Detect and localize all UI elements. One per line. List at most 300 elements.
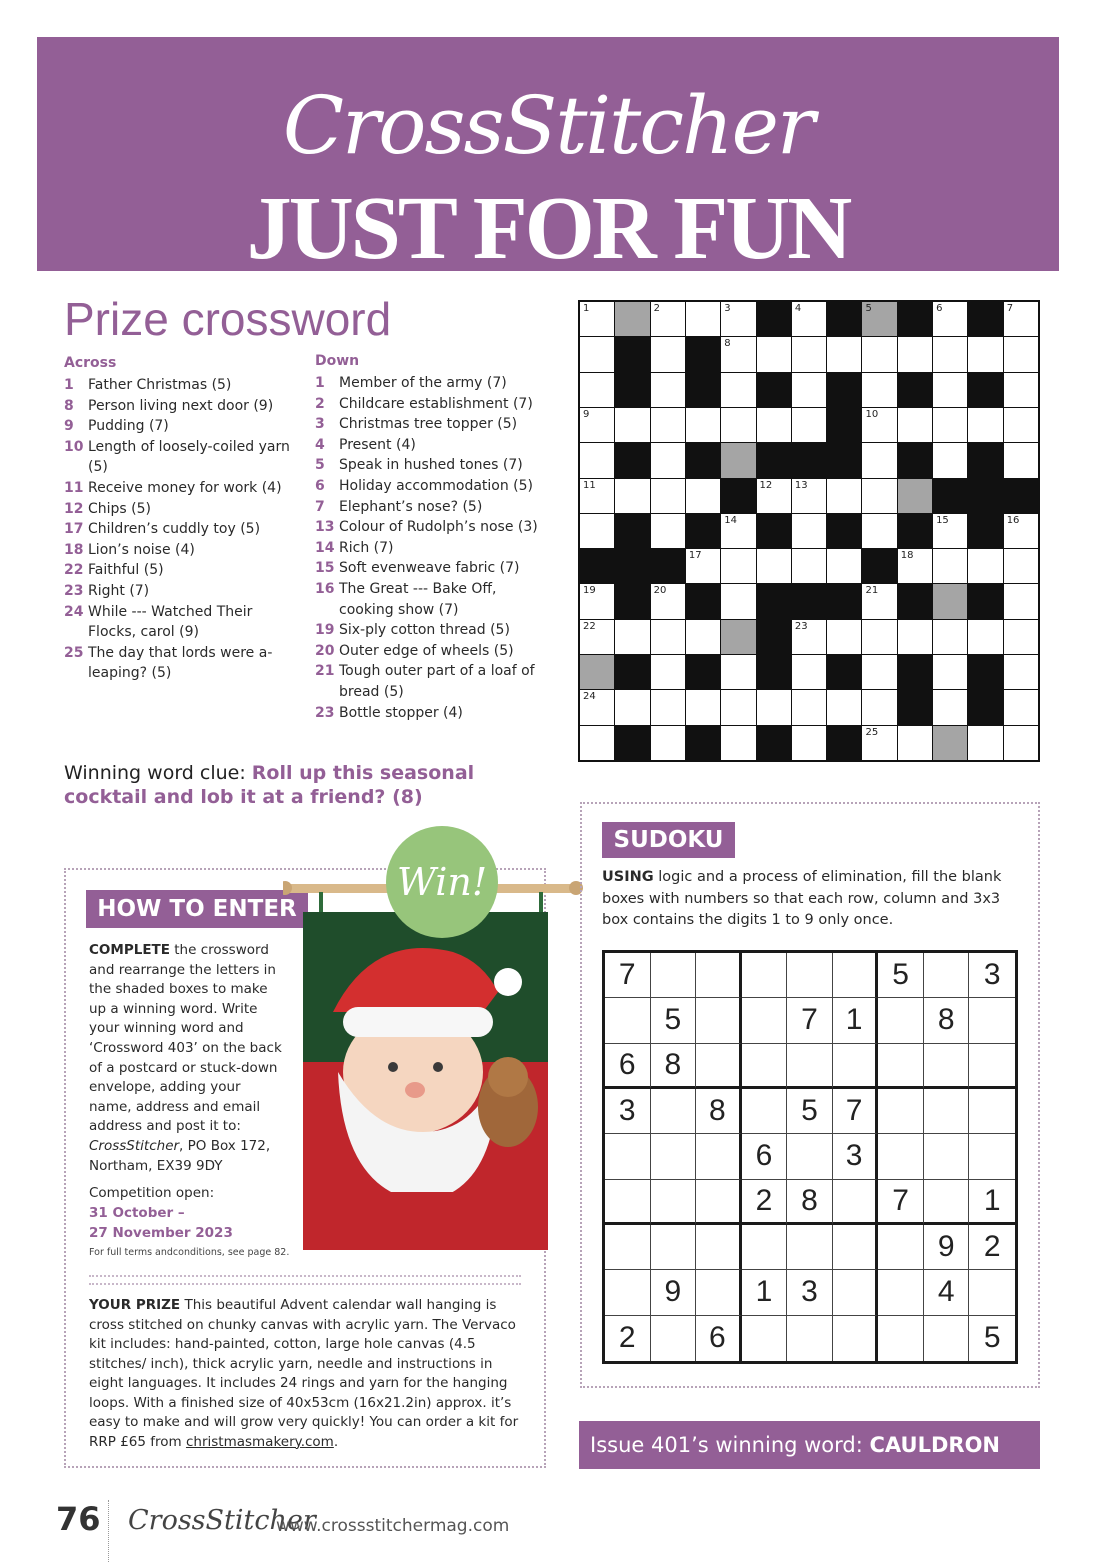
clue-text: Holiday accommodation (5) (339, 477, 534, 494)
crossword-cell[interactable] (757, 690, 791, 724)
terms-note: For full terms andconditions, see page 82. (89, 1247, 290, 1258)
crossword-cell[interactable] (651, 302, 685, 336)
sudoku-given: 3 (833, 1134, 879, 1179)
sudoku-blank[interactable] (924, 953, 970, 998)
crossword-cell[interactable] (792, 514, 826, 548)
crossword-cell[interactable] (792, 690, 826, 724)
clue-number: 20 (315, 642, 335, 659)
crossword-cell[interactable] (580, 479, 614, 513)
crossword-cell[interactable] (827, 620, 861, 654)
crossword-cell[interactable] (968, 337, 1002, 371)
clue-number: 10 (64, 438, 84, 455)
crossword-cell[interactable] (933, 655, 967, 689)
sudoku-given: 7 (878, 1180, 924, 1225)
crossword-cell[interactable] (721, 584, 755, 618)
down-clue (315, 620, 540, 641)
competition-label: Competition open: (89, 1185, 215, 1201)
brand-logo: CrossStitcher (282, 79, 814, 172)
sudoku-blank[interactable] (605, 998, 651, 1043)
footer-url[interactable]: www.crossstitchermag.com (276, 1516, 510, 1536)
sudoku-blank[interactable] (833, 1270, 879, 1315)
sudoku-blank[interactable] (651, 953, 697, 998)
clue-text: While --- Watched Their Flocks, carol (9) (88, 603, 253, 641)
down-clue (315, 394, 540, 415)
crossword-block (827, 514, 861, 548)
sudoku-blank[interactable] (787, 1316, 833, 1361)
crossword-cell[interactable] (580, 443, 614, 477)
crossword-shaded-cell[interactable] (862, 302, 896, 336)
crossword-cell[interactable] (1004, 549, 1038, 583)
sudoku-blank[interactable] (696, 1180, 742, 1225)
crossword-block (827, 726, 861, 760)
crossword-block (968, 479, 1002, 513)
sudoku-blank[interactable] (651, 1134, 697, 1179)
crossword-cell[interactable] (862, 620, 896, 654)
sudoku-blank[interactable] (878, 1225, 924, 1270)
crossword-cell[interactable] (651, 443, 685, 477)
crossword-cell[interactable] (580, 302, 614, 336)
crossword-cell[interactable] (757, 549, 791, 583)
sudoku-blank[interactable] (787, 1134, 833, 1179)
sudoku-blank[interactable] (696, 1270, 742, 1315)
crossword-cell[interactable] (686, 620, 720, 654)
down-clue (315, 435, 540, 456)
sudoku-blank[interactable] (833, 1180, 879, 1225)
crossword-cell[interactable] (686, 549, 720, 583)
crossword-block (615, 443, 649, 477)
clue-number: 24 (64, 603, 84, 620)
crossword-block (686, 337, 720, 371)
sudoku-given: 8 (651, 1044, 697, 1089)
crossword-cell[interactable] (651, 373, 685, 407)
crossword-cell[interactable] (721, 514, 755, 548)
crossword-cell[interactable] (862, 726, 896, 760)
crossword-cell[interactable] (615, 408, 649, 442)
sudoku-blank[interactable] (605, 1134, 651, 1179)
crossword-cell[interactable] (686, 690, 720, 724)
across-clue (64, 560, 294, 581)
down-heading: Down (315, 353, 360, 369)
sudoku-blank[interactable] (924, 1044, 970, 1089)
clue-number: 25 (64, 644, 84, 661)
across-clue (64, 437, 294, 478)
clue-text: Soft evenweave fabric (7) (339, 560, 520, 577)
crossword-block (757, 514, 791, 548)
sudoku-given: 9 (924, 1225, 970, 1270)
crossword-cell[interactable] (862, 690, 896, 724)
crossword-block (898, 514, 932, 548)
crossword-cell[interactable] (898, 408, 932, 442)
cell-number: 11 (583, 479, 596, 491)
crossword-block (968, 302, 1002, 336)
crossword-cell[interactable] (1004, 726, 1038, 760)
clue-text: Elephant’s nose? (5) (339, 498, 483, 515)
clue-text: Faithful (5) (88, 562, 164, 579)
crossword-cell[interactable] (933, 690, 967, 724)
clue-number: 11 (64, 479, 84, 496)
sudoku-blank[interactable] (696, 1134, 742, 1179)
clue-text: Outer edge of wheels (5) (339, 642, 514, 659)
crossword-cell[interactable] (792, 620, 826, 654)
crossword-cell[interactable] (615, 479, 649, 513)
crossword-cell[interactable] (580, 408, 614, 442)
crossword-block (898, 584, 932, 618)
crossword-shaded-cell[interactable] (721, 620, 755, 654)
crossword-cell[interactable] (686, 408, 720, 442)
entry-address-name: CrossStitcher (89, 1137, 180, 1154)
sudoku-blank[interactable] (924, 1180, 970, 1225)
sudoku-blank[interactable] (651, 1180, 697, 1225)
cell-number: 8 (724, 338, 731, 350)
crossword-cell[interactable] (721, 408, 755, 442)
crossword-cell[interactable] (862, 373, 896, 407)
crossword-block (862, 549, 896, 583)
sudoku-blank[interactable] (924, 1089, 970, 1134)
crossword-cell[interactable] (721, 302, 755, 336)
crossword-block (686, 373, 720, 407)
sudoku-blank[interactable] (605, 1180, 651, 1225)
down-clues (315, 373, 540, 723)
winning-word-value: CAULDRON (869, 1433, 1000, 1457)
down-clue (315, 373, 540, 394)
crossword-block (757, 655, 791, 689)
crossword-cell[interactable] (827, 690, 861, 724)
cell-number: 18 (900, 550, 914, 562)
crossword-cell[interactable] (757, 337, 791, 371)
crossword-cell[interactable] (651, 514, 685, 548)
sudoku-blank[interactable] (787, 1225, 833, 1270)
crossword-cell[interactable] (651, 620, 685, 654)
sudoku-blank[interactable] (742, 998, 788, 1043)
cell-number: 12 (759, 479, 773, 491)
across-clue (64, 581, 294, 602)
sudoku-given: 1 (969, 1180, 1015, 1225)
sudoku-blank[interactable] (878, 1316, 924, 1361)
crossword-cell[interactable] (580, 337, 614, 371)
sudoku-blank[interactable] (969, 1089, 1015, 1134)
clue-text: Person living next door (9) (88, 397, 274, 414)
sudoku-given: 6 (605, 1044, 651, 1089)
sudoku-given: 1 (742, 1270, 788, 1315)
crossword-block (827, 373, 861, 407)
cell-number: 15 (936, 514, 949, 526)
crossword-block (827, 584, 861, 618)
crossword-block (968, 514, 1002, 548)
crossword-cell[interactable] (1004, 584, 1038, 618)
clue-number: 13 (315, 519, 335, 536)
crossword-cell[interactable] (792, 337, 826, 371)
sudoku-blank[interactable] (696, 953, 742, 998)
crossword-block (615, 549, 649, 583)
sudoku-blank[interactable] (878, 1270, 924, 1315)
sudoku-blank[interactable] (969, 1044, 1015, 1089)
sudoku-given: 7 (787, 998, 833, 1043)
crossword-cell[interactable] (721, 373, 755, 407)
crossword-cell[interactable] (827, 479, 861, 513)
crossword-cell[interactable] (898, 620, 932, 654)
crossword-block (933, 479, 967, 513)
crossword-cell[interactable] (792, 408, 826, 442)
section-title: JUST FOR FUN (246, 179, 850, 278)
crossword-block (968, 690, 1002, 724)
sudoku-given: 7 (605, 953, 651, 998)
sudoku-blank[interactable] (878, 998, 924, 1043)
across-clue (64, 602, 294, 643)
sudoku-blank[interactable] (833, 953, 879, 998)
crossword-cell[interactable] (862, 584, 896, 618)
crossword-block (615, 514, 649, 548)
cell-number: 10 (865, 408, 879, 420)
clue-text: Member of the army (7) (339, 375, 507, 391)
sudoku-blank[interactable] (924, 1316, 970, 1361)
cell-number: 4 (794, 303, 802, 314)
crossword-cell[interactable] (1004, 443, 1038, 477)
prize-lead: YOUR PRIZE (89, 1297, 181, 1313)
sudoku-blank[interactable] (696, 998, 742, 1043)
crossword-cell[interactable] (1004, 302, 1038, 336)
winning-word-clue (64, 761, 534, 809)
crossword-block (615, 726, 649, 760)
crossword-cell[interactable] (792, 479, 826, 513)
down-clue (315, 661, 540, 702)
crossword-cell[interactable] (580, 373, 614, 407)
crossword-cell[interactable] (580, 584, 614, 618)
crossword-cell[interactable] (1004, 655, 1038, 689)
crossword-shaded-cell[interactable] (898, 479, 932, 513)
competition-end: 27 November 2023 (89, 1225, 233, 1241)
sudoku-blank[interactable] (833, 1044, 879, 1089)
sudoku-blank[interactable] (651, 1225, 697, 1270)
down-clue (315, 455, 540, 476)
crossword-block (757, 443, 791, 477)
cell-number: 1 (583, 303, 590, 314)
clue-text: Colour of Rudolph’s nose (3) (339, 519, 538, 536)
sudoku-blank[interactable] (651, 1089, 697, 1134)
crossword-cell[interactable] (898, 549, 932, 583)
cell-number: 6 (936, 303, 943, 314)
sudoku-given: 2 (605, 1316, 651, 1361)
crossword-shaded-cell[interactable] (933, 726, 967, 760)
crossword-cell[interactable] (933, 514, 967, 548)
sudoku-blank[interactable] (969, 1270, 1015, 1315)
crossword-cell[interactable] (1004, 408, 1038, 442)
crossword-block (686, 726, 720, 760)
how-to-enter-heading: HOW TO ENTER (86, 890, 308, 928)
crossword-cell[interactable] (580, 726, 614, 760)
across-clue (64, 396, 294, 417)
crossword-block (686, 584, 720, 618)
crossword-cell[interactable] (757, 408, 791, 442)
cell-number: 21 (865, 585, 879, 597)
crossword-cell[interactable] (933, 337, 967, 371)
crossword-cell[interactable] (686, 479, 720, 513)
sudoku-blank[interactable] (605, 1225, 651, 1270)
crossword-cell[interactable] (933, 549, 967, 583)
crossword-cell[interactable] (862, 443, 896, 477)
sudoku-blank[interactable] (833, 1225, 879, 1270)
crossword-block (792, 443, 826, 477)
sudoku-grid[interactable] (602, 950, 1018, 1364)
crossword-cell[interactable] (721, 549, 755, 583)
crossword-cell[interactable] (615, 690, 649, 724)
sudoku-given: 1 (833, 998, 879, 1043)
sudoku-blank[interactable] (969, 998, 1015, 1043)
across-clue (64, 478, 294, 499)
crossword-block (615, 337, 649, 371)
crossword-cell[interactable] (1004, 690, 1038, 724)
crossword-cell[interactable] (651, 690, 685, 724)
crossword-block (757, 584, 791, 618)
crossword-cell[interactable] (933, 443, 967, 477)
down-clue (315, 497, 540, 518)
down-clue (315, 414, 540, 435)
crossword-cell[interactable] (862, 408, 896, 442)
clue-number: 6 (315, 477, 325, 494)
page-number: 76 (56, 1500, 101, 1538)
clue-text: Present (4) (339, 436, 416, 453)
crossword-cell[interactable] (757, 479, 791, 513)
crossword-cell[interactable] (968, 726, 1002, 760)
crossword-shaded-cell[interactable] (580, 655, 614, 689)
prize-link[interactable]: christmasmakery.com (185, 1433, 334, 1450)
sudoku-blank[interactable] (878, 1044, 924, 1089)
crossword-block (827, 443, 861, 477)
prize-description (89, 1296, 525, 1452)
sudoku-blank[interactable] (605, 1270, 651, 1315)
sudoku-given: 9 (651, 1270, 697, 1315)
crossword-cell[interactable] (968, 620, 1002, 654)
crossword-cell[interactable] (651, 408, 685, 442)
clue-text: Rich (7) (339, 539, 394, 556)
sudoku-blank[interactable] (787, 1044, 833, 1089)
competition-dates (89, 1183, 299, 1263)
crossword-shaded-cell[interactable] (933, 584, 967, 618)
crossword-cell[interactable] (862, 337, 896, 371)
entry-address: , PO Box 172, Northam, EX39 9DY (89, 1137, 271, 1174)
cell-number: 5 (865, 303, 872, 314)
crossword-cell[interactable] (968, 408, 1002, 442)
sudoku-given: 3 (605, 1089, 651, 1134)
previous-winning-word (579, 1421, 1040, 1469)
crossword-cell[interactable] (580, 620, 614, 654)
crossword-cell[interactable] (792, 726, 826, 760)
sudoku-blank[interactable] (651, 1316, 697, 1361)
crossword-block (721, 479, 755, 513)
crossword-cell[interactable] (1004, 514, 1038, 548)
crossword-cell[interactable] (651, 655, 685, 689)
sudoku-blank[interactable] (924, 1134, 970, 1179)
sudoku-given: 5 (878, 953, 924, 998)
sudoku-blank[interactable] (696, 1044, 742, 1089)
crossword-cell[interactable] (933, 408, 967, 442)
crossword-cell[interactable] (827, 549, 861, 583)
sudoku-blank[interactable] (696, 1225, 742, 1270)
sudoku-given: 7 (833, 1089, 879, 1134)
sudoku-blank[interactable] (833, 1316, 879, 1361)
crossword-cell[interactable] (1004, 337, 1038, 371)
crossword-cell[interactable] (792, 655, 826, 689)
crossword-cell[interactable] (686, 302, 720, 336)
across-clue (64, 499, 294, 520)
crossword-cell[interactable] (792, 373, 826, 407)
cell-number: 13 (794, 479, 808, 491)
clue-number: 9 (64, 418, 74, 435)
crossword-cell[interactable] (898, 726, 932, 760)
crossword-shaded-cell[interactable] (615, 302, 649, 336)
down-clue (315, 517, 540, 538)
prize-body: This beautiful Advent calendar wall hanging is cross stitched on chunky canvas with acrylic yarn. The Vervaco kit includes: hand-painted, cotton, large hole canvas (4.5 stitches/ inch), thick acrylic yarn, needle and instructions in eight languages. It includes 24 rings and yarn for the hanging loops. With a finished size of 40x53cm (16x21.2in) approx. it’s easy to make and will grow very quickly! You can order a kit for RRP £65 from (89, 1297, 519, 1450)
clue-number: 12 (64, 500, 84, 517)
crossword-block (580, 549, 614, 583)
crossword-cell[interactable] (580, 690, 614, 724)
crossword-cell[interactable] (651, 584, 685, 618)
winning-word-label: Issue 401’s winning word: (590, 1433, 870, 1457)
clue-number: 18 (64, 541, 84, 558)
crossword-cell[interactable] (933, 620, 967, 654)
crossword-cell[interactable] (862, 479, 896, 513)
crossword-shaded-cell[interactable] (721, 443, 755, 477)
crossword-cell[interactable] (827, 337, 861, 371)
crossword-cell[interactable] (721, 690, 755, 724)
crossword-cell[interactable] (721, 726, 755, 760)
competition-start: 31 October – (89, 1205, 185, 1221)
crossword-block (827, 302, 861, 336)
crossword-cell[interactable] (615, 620, 649, 654)
clue-text: Length of loosely-coiled yarn (5) (88, 438, 290, 476)
sudoku-blank[interactable] (787, 953, 833, 998)
win-badge: Win! (386, 826, 498, 938)
sudoku-blank[interactable] (742, 1044, 788, 1089)
crossword-cell[interactable] (933, 373, 967, 407)
crossword-block (968, 443, 1002, 477)
crossword-cell[interactable] (862, 655, 896, 689)
crossword-cell[interactable] (792, 302, 826, 336)
crossword-cell[interactable] (651, 479, 685, 513)
down-clue (315, 641, 540, 662)
crossword-cell[interactable] (721, 655, 755, 689)
sudoku-blank[interactable] (742, 953, 788, 998)
sudoku-instructions (602, 867, 1022, 932)
crossword-cell[interactable] (651, 337, 685, 371)
crossword-cell[interactable] (721, 337, 755, 371)
crossword-cell[interactable] (1004, 620, 1038, 654)
crossword-cell[interactable] (933, 302, 967, 336)
clue-text: Children’s cuddly toy (5) (88, 521, 261, 538)
crossword-cell[interactable] (580, 514, 614, 548)
crossword-cell[interactable] (792, 549, 826, 583)
crossword-cell[interactable] (651, 726, 685, 760)
clue-text: Lion’s noise (4) (88, 541, 195, 558)
sudoku-blank[interactable] (969, 1134, 1015, 1179)
cell-number: 9 (583, 408, 590, 420)
crossword-cell[interactable] (862, 514, 896, 548)
crossword-cell[interactable] (1004, 373, 1038, 407)
crossword-cell[interactable] (968, 549, 1002, 583)
sudoku-text: logic and a process of elimination, fill the blank boxes with numbers so that each row, column and 3x3 box contains the digits 1 to 9 only once. (602, 869, 1002, 928)
sudoku-heading: SUDOKU (602, 822, 735, 858)
crossword-cell[interactable] (898, 337, 932, 371)
cell-number: 16 (1006, 514, 1020, 526)
sudoku-blank[interactable] (742, 1089, 788, 1134)
sudoku-blank[interactable] (878, 1089, 924, 1134)
sudoku-blank[interactable] (742, 1316, 788, 1361)
sudoku-blank[interactable] (878, 1134, 924, 1179)
sudoku-blank[interactable] (742, 1225, 788, 1270)
sudoku-given: 2 (742, 1180, 788, 1225)
crossword-grid[interactable] (578, 300, 1040, 762)
down-clue (315, 703, 540, 724)
down-clue (315, 538, 540, 559)
